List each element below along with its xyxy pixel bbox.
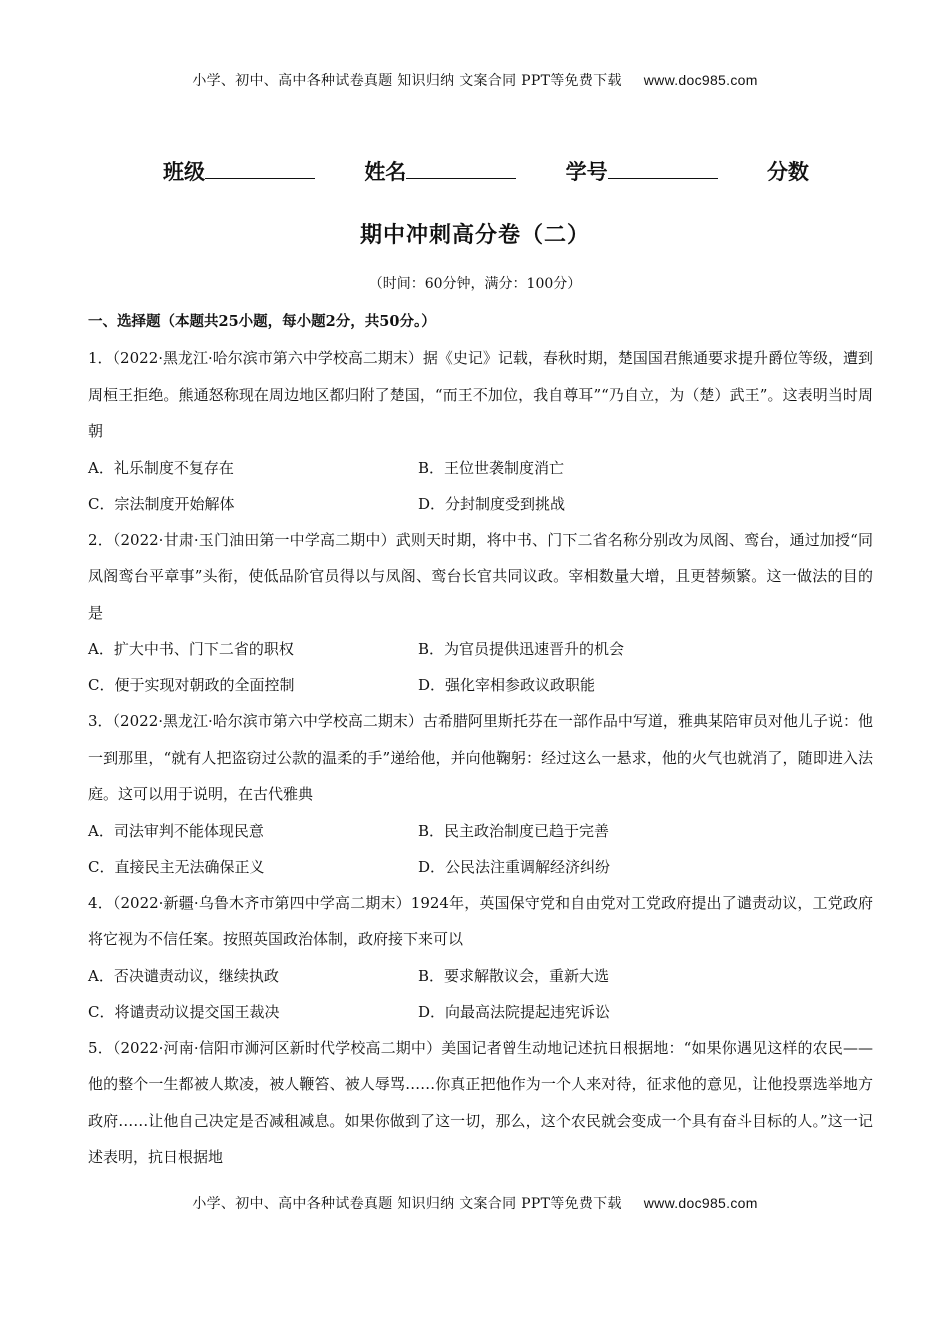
field-class-blank[interactable] — [205, 160, 315, 179]
option-a[interactable]: A．司法审判不能体现民意 — [88, 821, 264, 840]
question-stem: 2．（2022·甘肃·玉门油田第一中学高二期中）武则天时期，将中书、门下二省名称分别改为凤阁、鸾台，通过加授“同凤阁鸾台平章事”头衔，使低品阶官员得以与凤阁、鸾台长官共同议政。宰相数量大增，且更替频繁。这一做法的目的是 — [88, 530, 873, 622]
section-heading: 一、选择题（本题共25小题，每小题2分，共50分。） — [88, 313, 436, 330]
option-d[interactable]: D．强化宰相参政议政职能 — [418, 676, 596, 694]
page-footer — [0, 1193, 950, 1213]
field-name-label: 姓名 — [364, 159, 407, 184]
option-c[interactable]: C．宗法制度开始解体 — [88, 494, 235, 513]
option-d[interactable]: D．向最高法院提起违宪诉讼 — [418, 1002, 611, 1021]
question-stem: 1．（2022·黑龙江·哈尔滨市第六中学校高二期末）据《史记》记载，春秋时期，楚国国君熊通要求提升爵位等级，遭到周桓王拒绝。熊通怒称现在周边地区都归附了楚国，“而王不加位，我自尊耳”“乃自立，为（楚）武王”。这表明当时周朝 — [88, 349, 873, 440]
exam-subtitle: （时间：60分钟，满分：100分） — [368, 276, 582, 292]
option-a[interactable]: A．否决谴责动议，继续执政 — [88, 966, 279, 985]
option-b[interactable]: B．王位世袭制度消亡 — [418, 458, 565, 477]
option-c[interactable]: C．将谴责动议提交国王裁决 — [88, 1002, 280, 1021]
field-number — [566, 156, 718, 186]
option-a[interactable]: A．礼乐制度不复存在 — [88, 458, 234, 477]
question-options — [88, 450, 873, 522]
question — [88, 522, 873, 704]
footer-site: www.doc985.com — [643, 1195, 758, 1211]
question — [88, 1030, 873, 1176]
question-options — [88, 958, 873, 1030]
field-score — [767, 156, 809, 186]
question-stem: 5．（2022·河南·信阳市浉河区新时代学校高二期中）美国记者曾生动地记述抗日根据地：“如果你遇见这样的农民——他的整个一生都被人欺凌，被人鞭笞、被人辱骂……你真正把他作为一个人来对待，征求他的意见，让他投票选举地方政府……让他自己决定是否减租减息。如果你做到了这一切，那么，这个农民就会变成一个具有奋斗目标的人。”这一记述表明，抗日根据地 — [88, 1038, 873, 1166]
exam-title: 期中冲刺高分卷（二） — [359, 222, 590, 248]
option-d[interactable]: D．分封制度受到挑战 — [418, 494, 566, 513]
field-name — [364, 156, 516, 186]
question-options — [88, 813, 873, 885]
option-b[interactable]: B．要求解散议会，重新大选 — [418, 966, 610, 985]
option-c[interactable]: C．便于实现对朝政的全面控制 — [88, 676, 295, 694]
page-header — [0, 70, 950, 90]
option-b[interactable]: B．民主政治制度已趋于完善 — [418, 821, 610, 840]
question-list — [88, 340, 873, 1176]
field-score-label: 分数 — [766, 159, 809, 184]
field-number-blank[interactable] — [608, 160, 718, 179]
field-class-label: 班级 — [163, 159, 205, 184]
option-a[interactable]: A．扩大中书、门下二省的职权 — [88, 640, 294, 658]
option-d[interactable]: D．公民法注重调解经济纠纷 — [418, 857, 611, 876]
header-text: 小学、初中、高中各种试卷真题 知识归纳 文案合同 PPT等免费下载 — [192, 73, 622, 89]
question-stem: 3．（2022·黑龙江·哈尔滨市第六中学校高二期末）古希腊阿里斯托芬在一部作品中写道，雅典某陪审员对他儿子说：他一到那里，“就有人把盗窃过公款的温柔的手”递给他，并向他鞠躬：经过这么一悬求，他的火气也就消了，随即进入法庭。这可以用于说明，在古代雅典 — [88, 712, 873, 803]
footer-text: 小学、初中、高中各种试卷真题 知识归纳 文案合同 PPT等免费下载 — [192, 1196, 622, 1212]
question-stem: 4．（2022·新疆·乌鲁木齐市第四中学高二期末）1924年，英国保守党和自由党对工党政府提出了谴责动议，工党政府将它视为不信任案。按照英国政治体制，政府接下来可以 — [88, 893, 873, 948]
student-info-fields — [163, 156, 851, 186]
option-c[interactable]: C．直接民主无法确保正义 — [88, 857, 265, 876]
field-number-label: 学号 — [565, 159, 608, 184]
question-options — [88, 631, 873, 703]
option-b[interactable]: B．为官员提供迅速晋升的机会 — [418, 640, 625, 658]
question — [88, 340, 873, 522]
field-name-blank[interactable] — [406, 160, 516, 179]
field-class — [163, 156, 315, 186]
question — [88, 703, 873, 885]
header-site: www.doc985.com — [643, 72, 758, 88]
question — [88, 885, 873, 1030]
